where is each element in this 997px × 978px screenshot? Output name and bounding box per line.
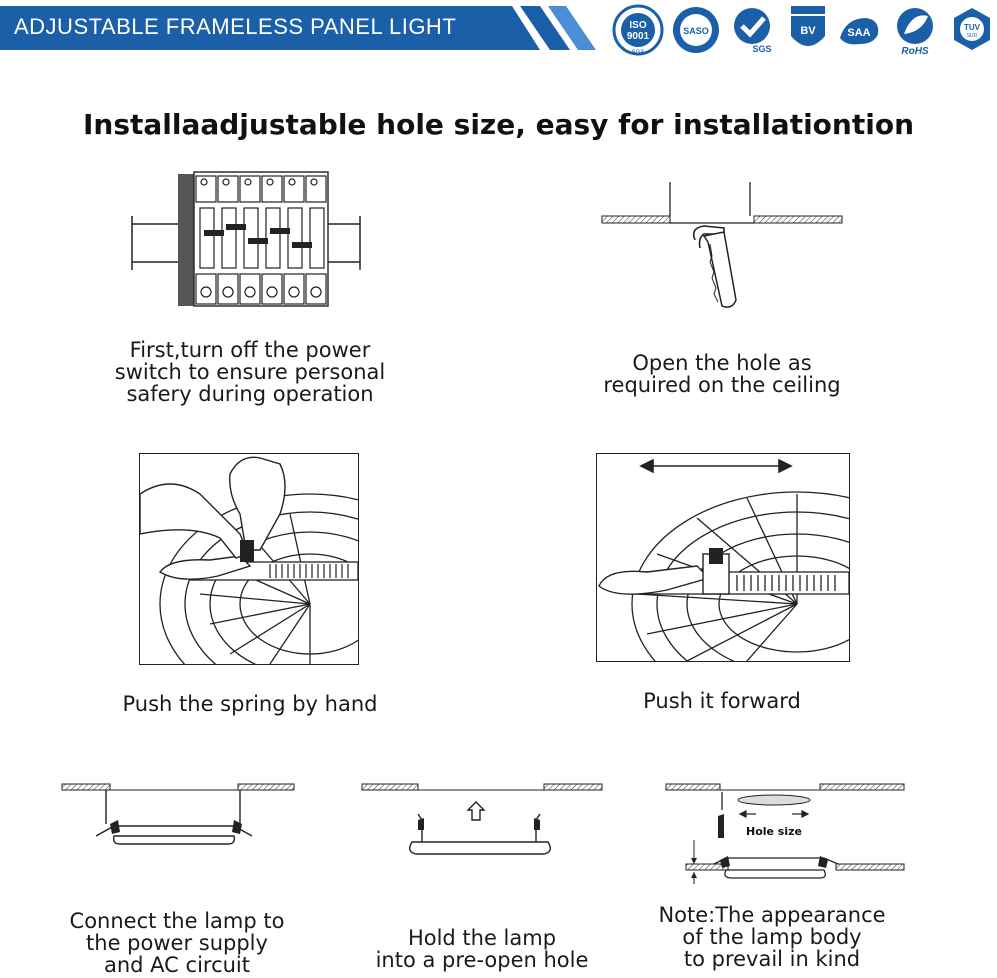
caption-open-hole (540, 352, 904, 396)
tuv-icon (948, 4, 996, 56)
circuit-breaker-illustration (128, 168, 368, 318)
banner-title: ADJUSTABLE FRAMELESS PANEL LIGHT (14, 14, 457, 39)
caption-hold (340, 927, 624, 971)
caption-push-spring (80, 693, 420, 715)
rohs-icon (892, 4, 938, 56)
caption-push-forward-line1: Push it forward (643, 689, 801, 713)
sgs-icon (728, 4, 780, 56)
hole-size-label: Hole size (745, 825, 803, 838)
tuv-sub: SUD (966, 33, 978, 39)
saa-label: SAA (847, 27, 871, 39)
caption-power-off-line1: First,turn off the power (129, 338, 371, 362)
iso-9001-icon (612, 4, 664, 56)
bv-label: BV (800, 25, 816, 37)
hole-size-illustration (664, 780, 908, 890)
caption-hold-line1: Hold the lamp (407, 926, 557, 950)
caption-power-off-line3: safery during operation (126, 382, 374, 406)
caption-connect (22, 910, 332, 976)
rohs-label: RoHS (901, 46, 929, 56)
caption-connect-line2: the power supply (86, 931, 268, 955)
caption-hold-line2: into a pre-open hole (375, 948, 589, 972)
push-spring-illustration (139, 453, 359, 665)
caption-connect-line1: Connect the lamp to (69, 909, 285, 933)
sgs-label: SGS (752, 44, 772, 54)
tuv-label: TUV (964, 23, 980, 32)
certification-logos (612, 4, 997, 56)
caption-connect-line3: and AC circuit (104, 953, 250, 977)
bureau-veritas-icon (788, 4, 828, 56)
page-headline: Installaadjustable hole size, easy for installationtion (82, 108, 915, 141)
ceiling-saw-illustration (600, 178, 845, 318)
caption-push-spring-line1: Push the spring by hand (122, 692, 378, 716)
iso-line2: 9001 (626, 31, 650, 42)
caption-note (630, 904, 914, 970)
caption-note-line3: to prevail in kind (683, 947, 861, 971)
caption-open-hole-line2: required on the ceiling (603, 373, 841, 397)
caption-open-hole-line1: Open the hole as (632, 351, 812, 375)
caption-push-forward (560, 690, 884, 712)
iso-sub: SGS (631, 50, 645, 56)
connect-lamp-illustration (58, 780, 298, 852)
caption-note-line2: of the lamp body (682, 925, 862, 949)
saso-label: SASO (683, 26, 709, 36)
caption-power-off-line2: switch to ensure personal (114, 360, 386, 384)
caption-note-line1: Note:The appearance (658, 903, 886, 927)
push-forward-illustration (596, 453, 850, 662)
saso-icon (670, 4, 722, 56)
saa-icon (836, 4, 882, 56)
caption-power-off (60, 339, 440, 405)
hold-lamp-illustration (360, 780, 604, 862)
iso-line1: ISO (629, 20, 647, 31)
